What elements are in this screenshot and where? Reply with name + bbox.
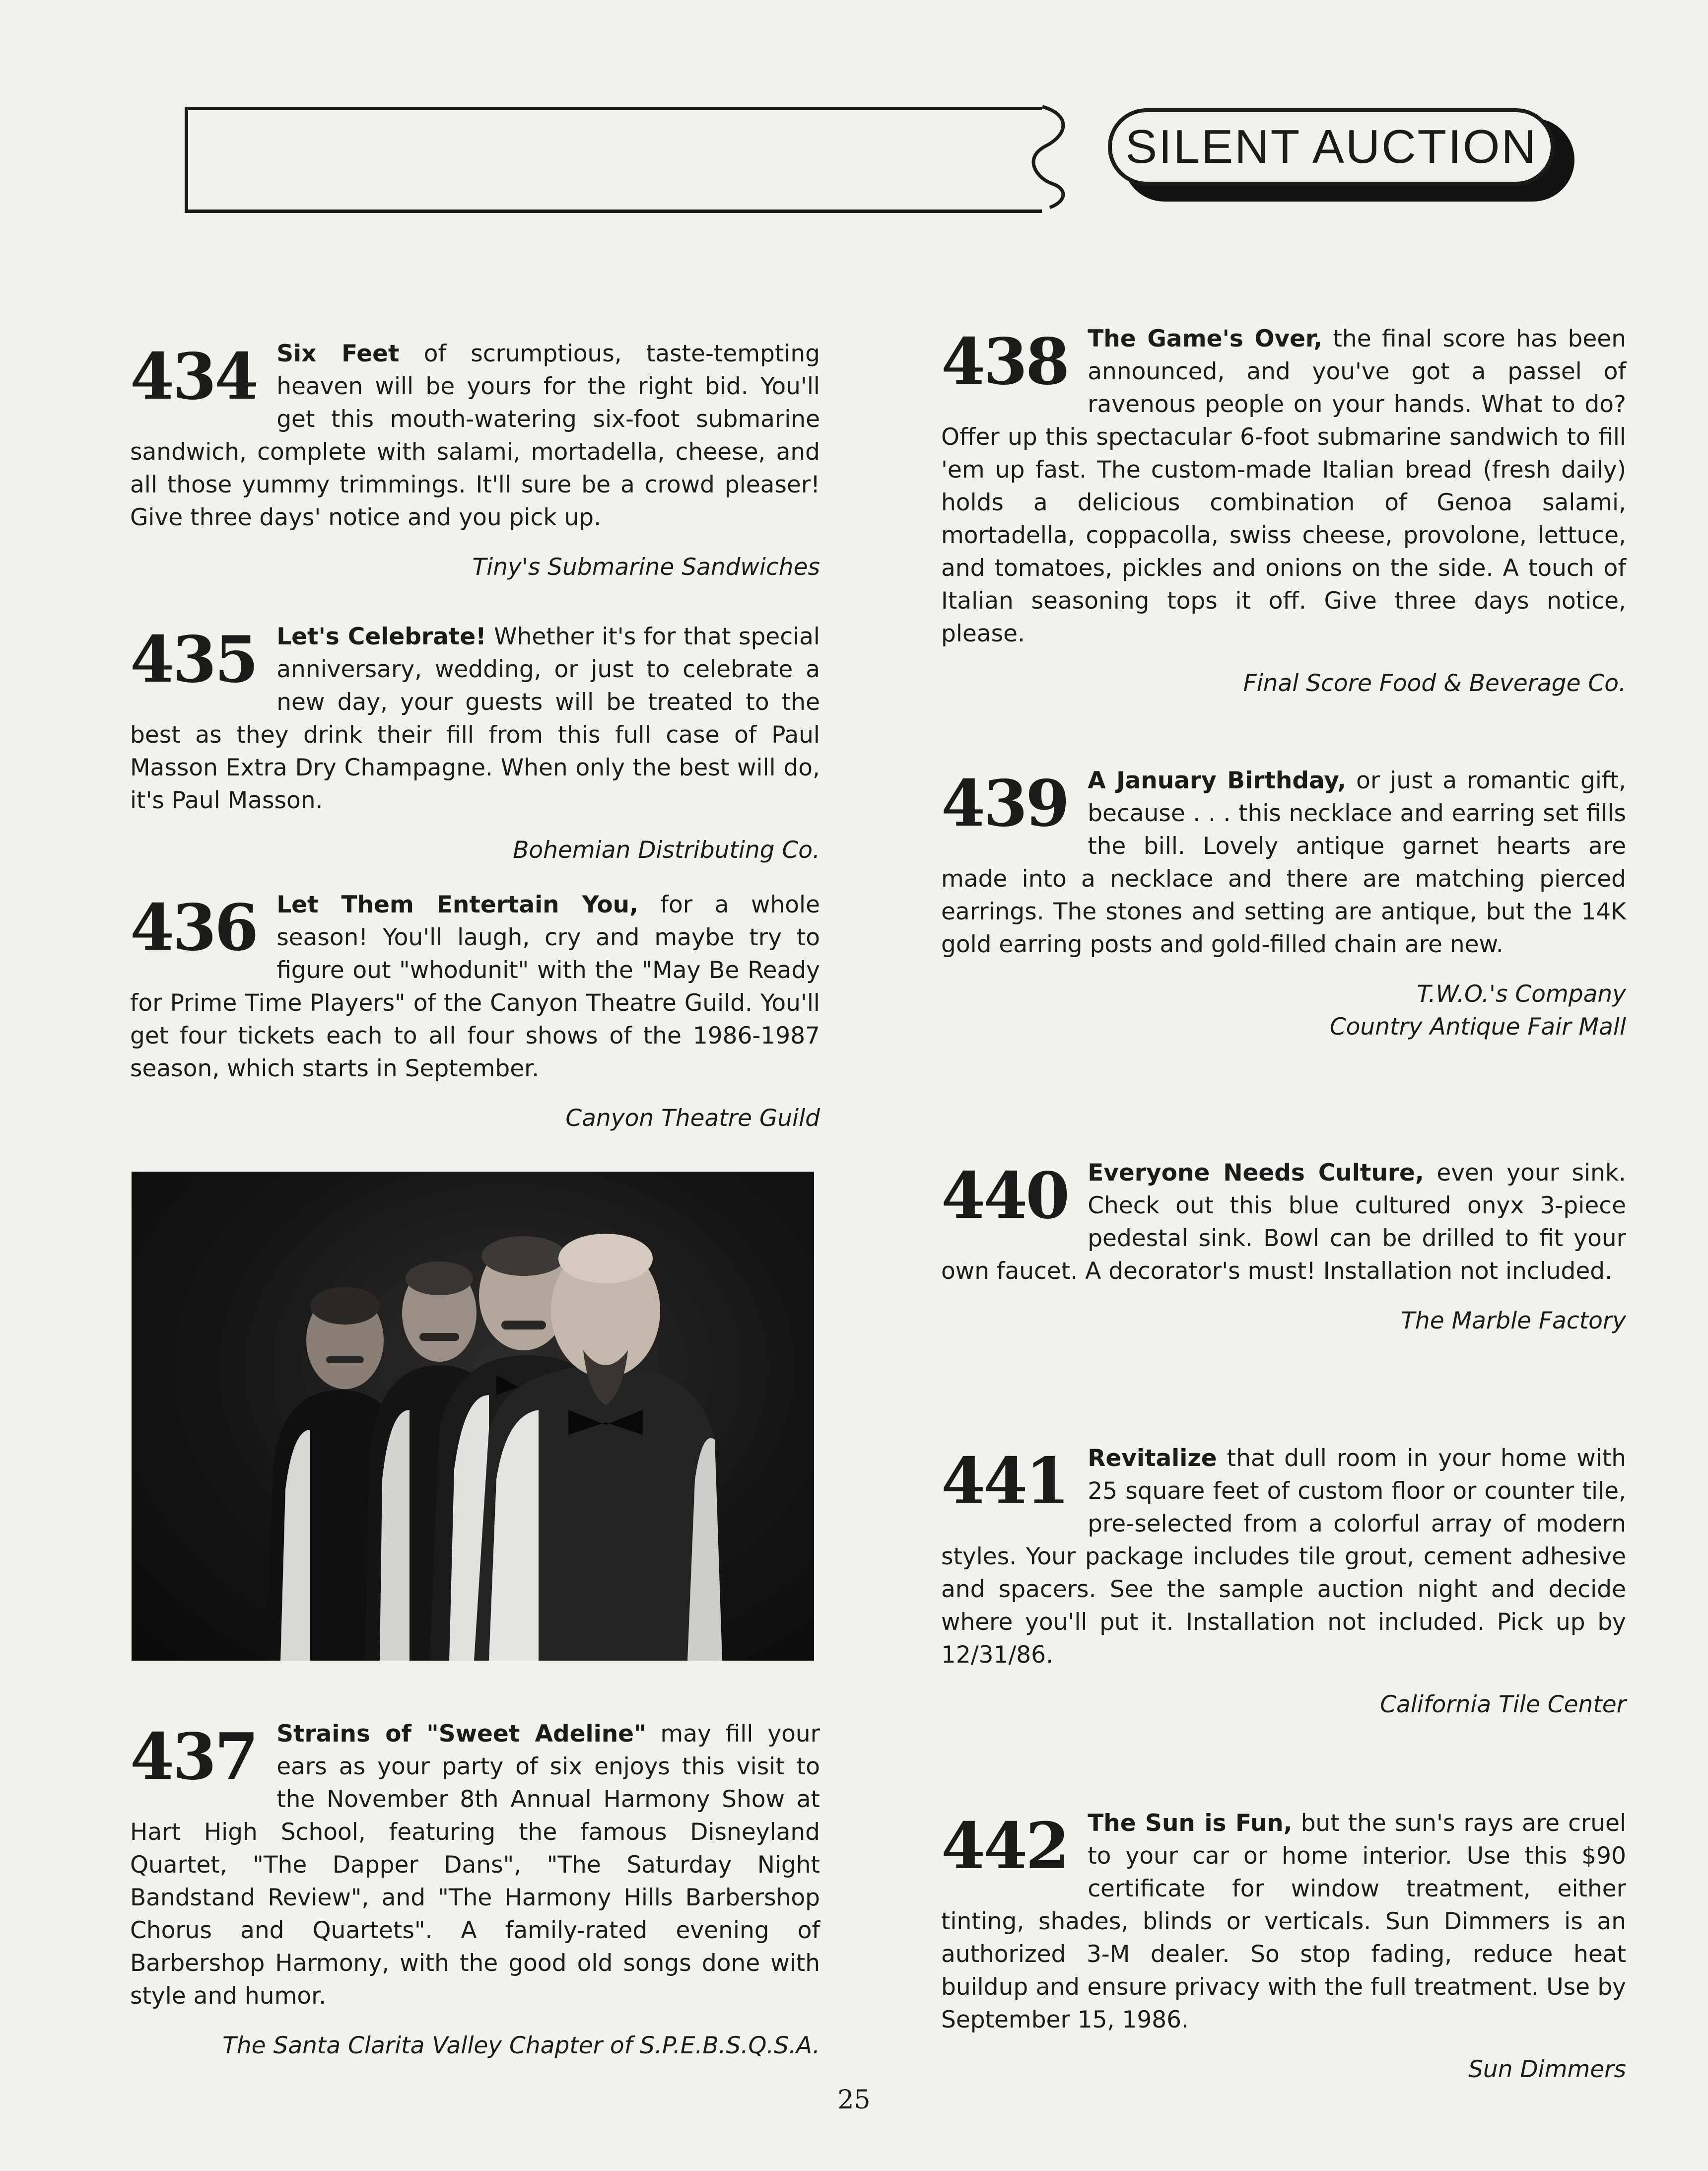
auction-item-440 bbox=[941, 1157, 1626, 1337]
item-number: 435 bbox=[130, 623, 257, 697]
item-number: 440 bbox=[941, 1159, 1068, 1233]
header-banner-frame bbox=[185, 107, 1042, 213]
item-lead: The Sun is Fun, bbox=[1088, 1810, 1293, 1837]
auction-item-441 bbox=[941, 1442, 1626, 1721]
auction-item-439 bbox=[941, 765, 1626, 1044]
auction-item-437 bbox=[130, 1718, 820, 2062]
item-sponsor: Bohemian Distributing Co. bbox=[513, 837, 820, 864]
item-lead: The Game's Over, bbox=[1088, 325, 1323, 352]
item-sponsor bbox=[941, 978, 1626, 1044]
sponsor-line: T.W.O.'s Company bbox=[1417, 980, 1626, 1008]
item-body: even your sink. Check out this blue cultured onyx 3-piece pedestal sink. Bowl can be drilled to fit your own faucet. A decorator's must! Installation not included. bbox=[941, 1159, 1626, 1285]
item-number: 442 bbox=[941, 1809, 1068, 1884]
item-number: 439 bbox=[941, 767, 1068, 841]
sponsor-line: Country Antique Fair Mall bbox=[1329, 1013, 1626, 1041]
auction-item-436 bbox=[130, 889, 820, 1135]
item-body: of scrumptious, taste-tempting heaven will be yours for the right bid. You'll get this mouth-watering six-foot submarine sandwich, complete with salami, mortadella, cheese, and all those yummy trimmings. It'll sure be a crowd pleaser! Give three days' notice and you pick up. bbox=[130, 340, 820, 531]
item-lead: Strains of "Sweet Adeline" bbox=[276, 1720, 646, 1748]
item-sponsor: The Santa Clarita Valley Chapter of S.P.E.B.S.Q.S.A. bbox=[222, 2032, 820, 2059]
item-body: that dull room in your home with 25 square feet of custom floor or counter tile, pre-selected from a colorful array of modern styles. Your package includes tile grout, cement adhesive and spacers. See the sample auction night and decide where you'll put it. Installation not included. Pick up by 12/31/86. bbox=[941, 1445, 1626, 1669]
item-sponsor: Canyon Theatre Guild bbox=[565, 1105, 820, 1132]
banner-scroll-curl bbox=[1023, 99, 1082, 213]
item-body: or just a romantic gift, because . . . this necklace and earring set fills the bill. Lovely antique garnet hearts are made into a necklace and there are matching pierced earrings. The stones and setting are antique, but the 14K gold earring posts and gold-filled chain are new. bbox=[941, 767, 1626, 958]
auction-item-442 bbox=[941, 1807, 1626, 2086]
item-sponsor: Tiny's Submarine Sandwiches bbox=[472, 554, 820, 581]
auction-item-438 bbox=[941, 323, 1626, 700]
page-number: 25 bbox=[837, 2085, 871, 2115]
item-sponsor: Final Score Food & Beverage Co. bbox=[1243, 670, 1626, 697]
item-sponsor: California Tile Center bbox=[1380, 1691, 1626, 1718]
auction-item-434 bbox=[130, 338, 820, 584]
item-sponsor: The Marble Factory bbox=[1401, 1307, 1626, 1334]
item-body: but the sun's rays are cruel to your car or home interior. Use this $90 certificate for window treatment, either tinting, shades, blinds or verticals. Sun Dimmers is an authorized 3-M dealer. So stop fading, reduce heat buildup and ensure privacy with the full treatment. Use by September 15, 1986. bbox=[941, 1810, 1626, 2033]
item-lead: Six Feet bbox=[276, 340, 400, 367]
item-lead: Let Them Entertain You, bbox=[276, 891, 638, 918]
item-number: 441 bbox=[941, 1444, 1068, 1519]
item-body: Whether it's for that special anniversary, wedding, or just to celebrate a new day, your guests will be treated to the best as they drink their fill from this full case of Paul Masson Extra Dry Champagne. When only the best will do, it's Paul Masson. bbox=[130, 623, 820, 814]
item-lead: Everyone Needs Culture, bbox=[1088, 1159, 1424, 1187]
item-lead: A January Birthday, bbox=[1088, 767, 1347, 794]
item-number: 436 bbox=[130, 891, 257, 965]
item-lead: Let's Celebrate! bbox=[276, 623, 486, 650]
item-sponsor: Sun Dimmers bbox=[1468, 2056, 1626, 2083]
item-number: 437 bbox=[130, 1720, 257, 1794]
page-title: SILENT AUCTION bbox=[1108, 108, 1555, 186]
item-number: 438 bbox=[941, 325, 1068, 399]
quartet-photo bbox=[132, 1172, 814, 1661]
item-number: 434 bbox=[130, 340, 257, 414]
item-lead: Revitalize bbox=[1088, 1445, 1217, 1472]
auction-item-435 bbox=[130, 621, 820, 867]
item-body: for a whole season! You'll laugh, cry and maybe try to figure out "whodunit" with the "May Be Ready for Prime Time Players" of the Canyon Theatre Guild. You'll get four tickets each to all four shows of the 1986-1987 season, which starts in September. bbox=[130, 891, 820, 1082]
item-body: the final score has been announced, and you've got a passel of ravenous people on your hands. What to do? Offer up this spectacular 6-foot submarine sandwich to fill 'em up fast. The custom-made Italian bread (fresh daily) holds a delicious combination of Genoa salami, mortadella, coppacolla, swiss cheese, provolone, lettuce, and tomatoes, pickles and onions on the side. A touch of Italian seasoning tops it off. Give three days notice, please. bbox=[941, 325, 1626, 647]
item-body: may fill your ears as your party of six enjoys this visit to the November 8th Annual Harmony Show at Hart High School, featuring the famous Disneyland Quartet, "The Dapper Dans", "The Saturday Night Bandstand Review", and "The Harmony Hills Barbershop Chorus and Quartets". A family-rated evening of Barbershop Harmony, with the good old songs done with style and humor. bbox=[130, 1720, 820, 2010]
